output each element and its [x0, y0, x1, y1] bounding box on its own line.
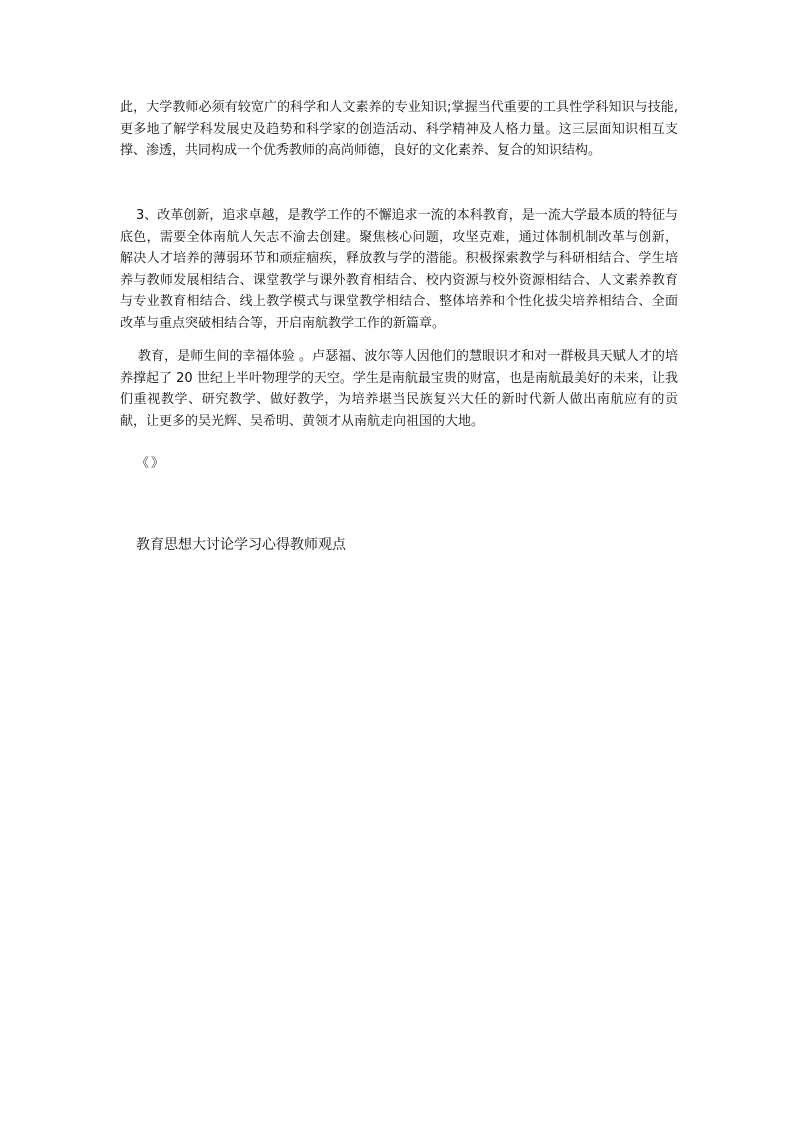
page-nav-arrows[interactable]: 《》 [136, 456, 167, 471]
footer-title: 教育思想大讨论学习心得教师观点 [136, 537, 346, 553]
paragraph-3: 教育，是师生间的幸福体验 。卢瑟福、波尔等人因他们的慧眼识才和对一群极具天赋人才的培养撑起了 20 世纪上半叶物理学的天空。学生是南航最宝贵的财富，也是南航最美好的未来，让我们重视教学、研究教学、做好教学，为培养堪当民族复兴大任的新时代新人做出南航应有的贡献，让更多的吴光辉、吴希明、黄领才从南航走向祖国的大地。 [120, 349, 678, 429]
paragraph-1: 此，大学教师必须有较宽广的科学和人文素养的专业知识;掌握当代重要的工具性学科知识与技能,更多地了解学科发展史及趋势和科学家的创造活动、科学精神及人格力量。这三层面知识相互支撑、渗透，共同构成一个优秀教师的高尚师德，良好的文化素养、复合的知识结构。 [120, 100, 678, 158]
paragraph-2: 3、改革创新，追求卓越，是教学工作的不懈追求一流的本科教育，是一流大学最本质的特征与底色，需要全体南航人矢志不渝去创建。聚焦核心问题，攻坚克难，通过体制机制改革与创新，解决人才培养的薄弱环节和顽症痼疾，释放教与学的潜能。积极探索教学与科研相结合、学生培养与教师发展相结合、课堂教学与课外教育相结合、校内资源与校外资源相结合、人文素养教育与专业教育相结合、线上教学模式与课堂教学相结合、整体培养和个性化拔尖培养相结合、全面改革与重点突破相结合等，开启南航教学工作的新篇章。 [120, 208, 678, 331]
